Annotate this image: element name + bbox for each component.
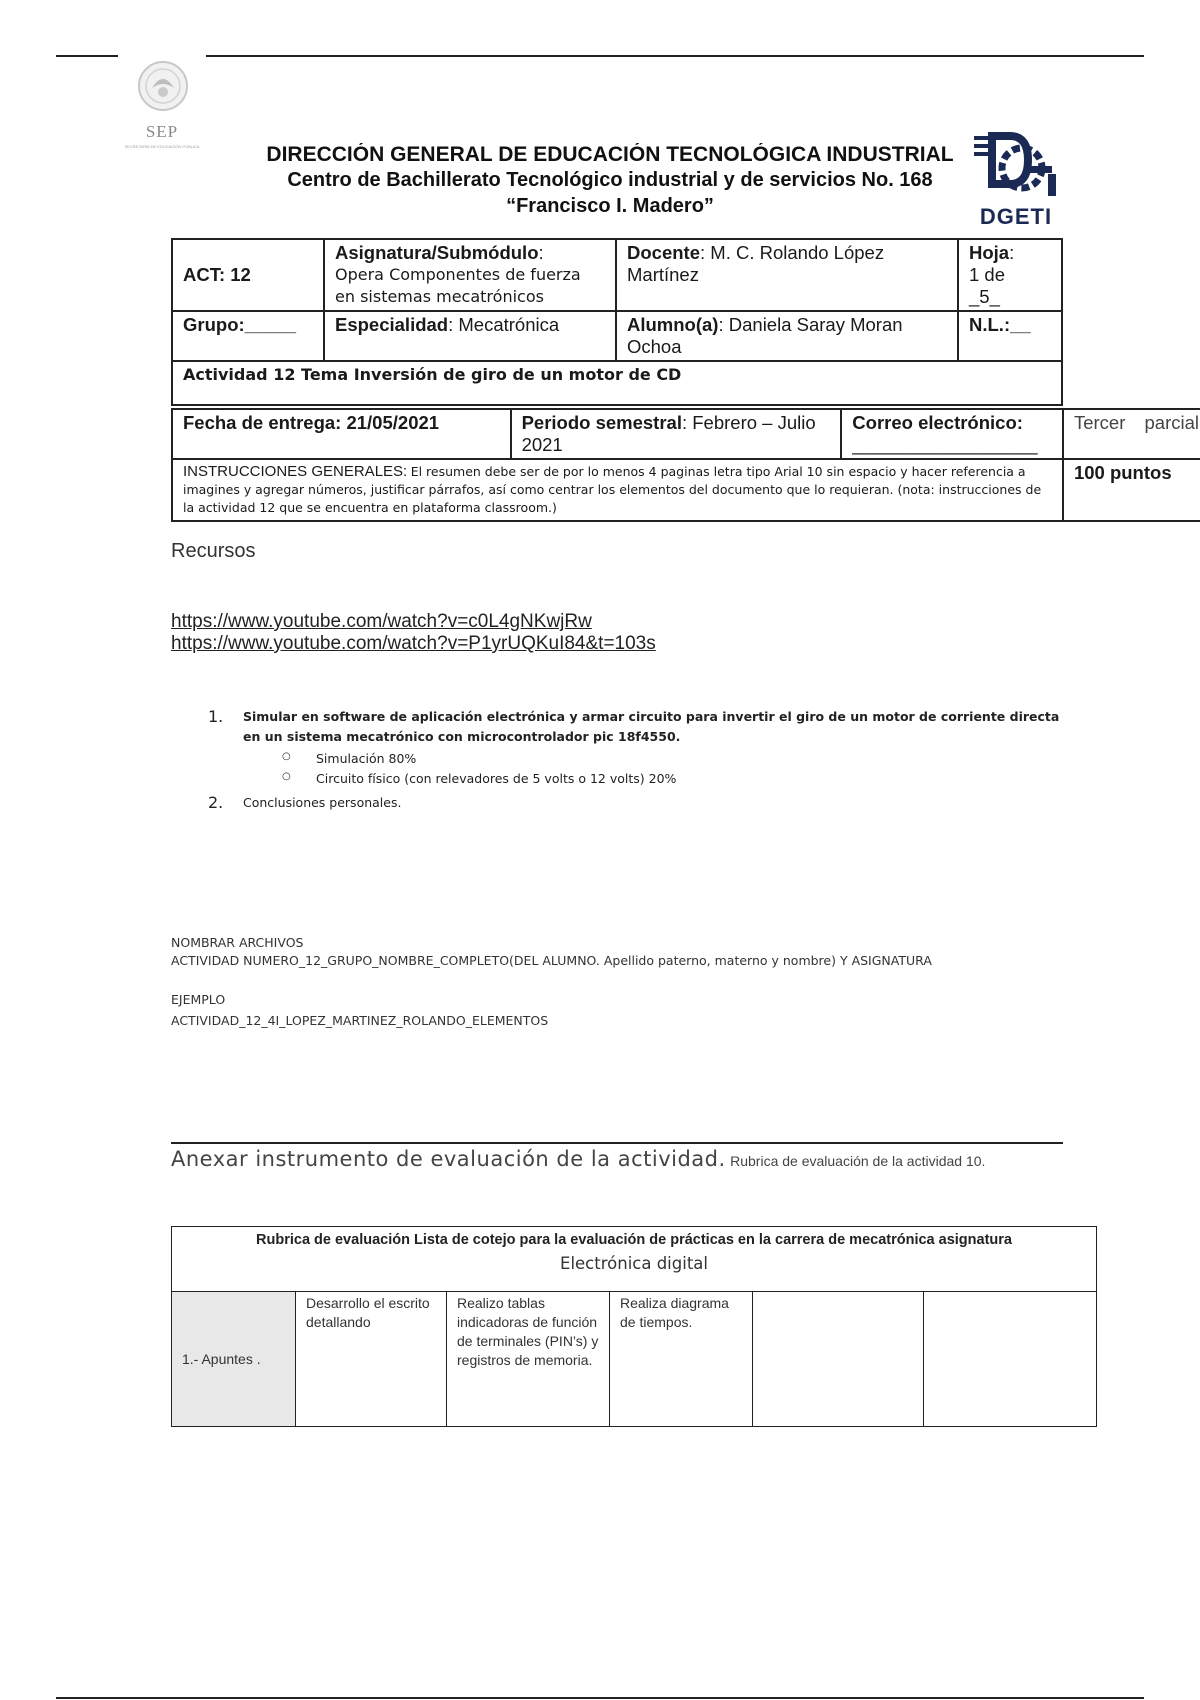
periodo-label: Periodo semestral xyxy=(521,412,682,433)
header-line-3: “Francisco I. Madero” xyxy=(506,195,714,217)
rubric-cell-3: Realiza diagrama de tiempos. xyxy=(610,1292,753,1427)
rubric-row-label: 1.- Apuntes . xyxy=(172,1292,296,1427)
periodo-value: Febrero – Julio 2021 xyxy=(521,412,816,455)
dgeti-label: DGETI xyxy=(979,204,1053,229)
rubric-header xyxy=(172,1227,1097,1292)
rubric-cell-5 xyxy=(924,1292,1097,1427)
example-filename: ACTIVIDAD_12_4I_LOPEZ_MARTINEZ_ROLANDO_ELEMENTOS xyxy=(171,1013,549,1028)
dgeti-emblem-icon xyxy=(970,130,1062,206)
naming-title: NOMBRAR ARCHIVOS xyxy=(171,935,304,950)
rubric-title: Rubrica de evaluación Lista de cotejo para la evaluación de prácticas en la carrera de mecatrónica asignatura xyxy=(256,1232,1012,1248)
periodo-cell: Periodo semestral: Febrero – Julio 2021 xyxy=(511,409,842,459)
correo-blank: __________________ xyxy=(852,434,1038,455)
rubric-cell-1: Desarrollo el escrito detallando xyxy=(296,1292,447,1427)
resource-link-1[interactable]: https://www.youtube.com/watch?v=c0L4gNKwjRw xyxy=(171,611,592,632)
asignatura-label: Asignatura/Submódulo xyxy=(335,242,539,263)
alumno-cell: Alumno(a): Daniela Saray Moran Ochoa xyxy=(616,311,958,361)
recursos-title: Recursos xyxy=(171,540,256,562)
asignatura-cell: Asignatura/Submódulo: Opera Componentes de fuerza en sistemas mecatrónicos xyxy=(324,239,616,311)
activity-info-table xyxy=(171,238,1063,406)
nl-field: N.L.:__ xyxy=(958,311,1062,361)
correo-label: Correo electrónico: xyxy=(852,412,1023,433)
parcial-label: Tercer parcial xyxy=(1063,409,1200,459)
especialidad-cell: Especialidad: Mecatrónica xyxy=(324,311,616,361)
instrucciones-label: INSTRUCCIONES GENERALES: xyxy=(183,463,408,480)
dgeti-logo xyxy=(970,130,1062,230)
header-line-1: DIRECCIÓN GENERAL DE EDUCACIÓN TECNOLÓGICA INDUSTRIAL xyxy=(266,143,954,166)
docente-value: M. C. Rolando López Martínez xyxy=(627,242,885,285)
instrucciones-cell xyxy=(172,459,1063,521)
fecha-entrega: Fecha de entrega: 21/05/2021 xyxy=(172,409,511,459)
mexican-eagle-seal-icon xyxy=(118,58,208,120)
puntos-label: 100 puntos xyxy=(1063,459,1200,521)
annex-title: Anexar instrumento de evaluación de la actividad. xyxy=(171,1147,726,1171)
bullet-circle-icon: ○ xyxy=(282,771,291,782)
hoja-label: Hoja xyxy=(969,242,1010,263)
alumno-label: Alumno(a) xyxy=(627,314,719,335)
rubric-table xyxy=(171,1226,1097,1427)
naming-rule: ACTIVIDAD NUMERO_12_GRUPO_NOMBRE_COMPLETO(DEL ALUMNO. Apellido paterno, materno y nombre) Y ASIGNATURA xyxy=(171,953,932,968)
example-title: EJEMPLO xyxy=(171,992,226,1007)
top-rule-left xyxy=(56,55,118,57)
correo-cell xyxy=(841,409,1063,459)
hoja-cell: Hoja: 1 de _5_ xyxy=(958,239,1062,311)
rubric-cell-2: Realizo tablas indicadoras de función de terminales (PIN’s) y registros de memoria. xyxy=(447,1292,610,1427)
annex-subtitle: Rubrica de evaluación de la actividad 10. xyxy=(730,1153,986,1169)
task-2-text: Conclusiones personales. xyxy=(243,795,402,810)
resource-link-2[interactable]: https://www.youtube.com/watch?v=P1yrUQKuI84&t=103s xyxy=(171,633,656,654)
task-1-text: Simular en software de aplicación electrónica y armar circuito para invertir el giro de un motor de corriente directa en un sistema mecatrónico con microcontrolador pic 18f4550. xyxy=(243,709,1060,744)
especialidad-label: Especialidad xyxy=(335,314,449,335)
alumno-value: Daniela Saray Moran Ochoa xyxy=(627,314,903,357)
activity-topic: Actividad 12 Tema Inversión de giro de un motor de CD xyxy=(172,361,1062,405)
header-line-2: Centro de Bachillerato Tecnológico industrial y de servicios No. 168 xyxy=(287,169,933,191)
delivery-table xyxy=(171,408,1200,522)
task-1-sub-2: Circuito físico (con relevadores de 5 volts o 12 volts) 20% xyxy=(316,771,677,786)
asignatura-value: Opera Componentes de fuerza en sistemas mecatrónicos xyxy=(335,265,581,306)
annex-rule xyxy=(171,1142,1063,1144)
hoja-value: 1 de _5_ xyxy=(969,264,1006,307)
grupo-field: Grupo:_____ xyxy=(172,311,324,361)
top-rule-right xyxy=(206,55,1144,57)
act-number: ACT: 12 xyxy=(172,239,324,311)
task-1-sub-1: Simulación 80% xyxy=(316,751,417,766)
bullet-circle-icon: ○ xyxy=(282,751,291,762)
instrucciones-text: El resumen debe ser de por lo menos 4 paginas letra tipo Arial 10 sin espacio y hacer referencia a imagines y agregar números, justificar párrafos, así como centrar los elementos del documento que lo requieran. (nota: instrucciones de la actividad 12 que se encuentra en plataforma classroom.) xyxy=(183,464,1042,515)
annex-heading xyxy=(171,1147,985,1171)
rubric-cell-4 xyxy=(753,1292,924,1427)
rubric-subject: Electrónica digital xyxy=(560,1254,708,1273)
task-1-number: 1. xyxy=(208,707,224,726)
sep-sublabel: SECRETARÍA DE EDUCACIÓN PÚBLICA xyxy=(124,144,200,149)
docente-cell: Docente: M. C. Rolando López Martínez xyxy=(616,239,958,311)
docente-label: Docente xyxy=(627,242,700,263)
sep-logo xyxy=(118,58,208,168)
bottom-rule xyxy=(56,1697,1144,1699)
sep-label: SEP xyxy=(145,122,179,141)
especialidad-value: Mecatrónica xyxy=(458,314,560,335)
task-2-number: 2. xyxy=(208,793,224,812)
